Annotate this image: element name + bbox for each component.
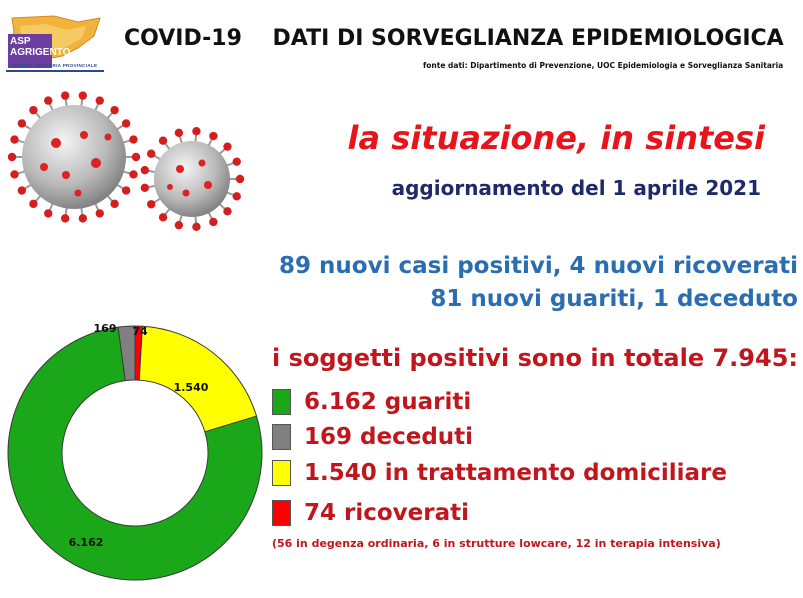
slice-label-ricoverati: 74 (132, 325, 148, 338)
update-date: aggiornamento del 1 aprile 2021 (391, 176, 761, 200)
logo-text: ASP AGRIGENTO (10, 36, 71, 58)
data-source: fonte dati: Dipartimento di Prevenzione, UOC Epidemiologia e Sorveglianza Sanitaria (423, 61, 784, 70)
legend-item-deceduti (272, 421, 473, 453)
legend-item-domiciliare (272, 457, 727, 489)
legend-item-ricoverati (272, 497, 469, 529)
legend-item-guariti (272, 386, 471, 418)
daily-news-line-1: 89 nuovi casi positivi, 4 nuovi ricoverati (279, 253, 798, 279)
slice-label-in-trattamento-domiciliare: 1.540 (173, 381, 209, 394)
slice-label-guariti: 6.162 (68, 536, 104, 549)
logo-subtitle: AZIENDA SANITARIA PROVINCIALE (10, 63, 98, 68)
daily-news-line-2: 81 nuovi guariti, 1 deceduto (430, 286, 798, 312)
legend-swatch (272, 460, 291, 486)
legend-label: 6.162 guariti (304, 389, 472, 415)
pie-slice-in-trattamento-domiciliare (139, 326, 256, 432)
legend-label: 74 ricoverati (304, 500, 470, 526)
legend-swatch (272, 389, 291, 415)
legend-swatch (272, 424, 291, 450)
hospitalization-breakdown: (56 in degenza ordinaria, 6 in strutture lowcare, 12 in terapia intensiva) (272, 537, 721, 550)
donut-chart (0, 310, 270, 598)
legend-label: 169 deceduti (304, 424, 474, 450)
coronavirus-illustration (6, 85, 246, 235)
summary-headline: la situazione, in sintesi (347, 119, 765, 157)
total-positives: i soggetti positivi sono in totale 7.945: (272, 344, 798, 372)
legend-swatch (272, 500, 291, 526)
slice-label-deceduti: 169 (93, 322, 117, 335)
page-title: COVID-19 DATI DI SORVEGLIANZA EPIDEMIOLOGICA (124, 26, 784, 51)
legend-label: 1.540 in trattamento domiciliare (304, 460, 727, 486)
